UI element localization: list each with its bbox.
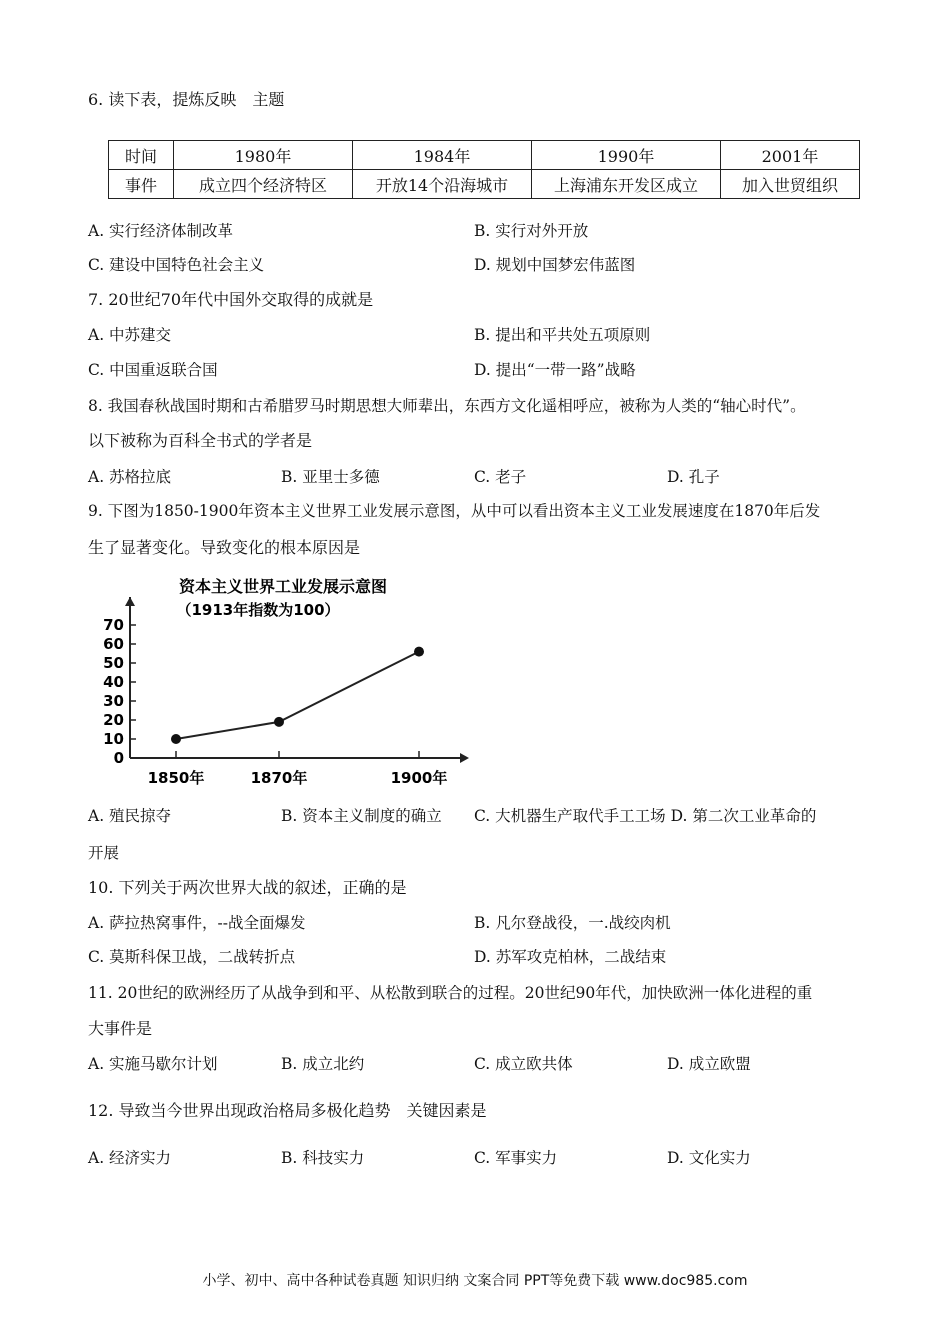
q8-option-b: B. 亚里士多德 bbox=[281, 468, 380, 486]
table-cell-event: 成立四个经济特区 bbox=[174, 170, 353, 199]
q7-option-a: A. 中苏建交 bbox=[88, 326, 172, 344]
q12-option-a: A. 经济实力 bbox=[88, 1149, 172, 1167]
q6-option-a: A. 实行经济体制改革 bbox=[88, 222, 234, 240]
q12-option-b: B. 科技实力 bbox=[281, 1149, 365, 1167]
q10-option-a: A. 萨拉热窝事件，--战全面爆发 bbox=[88, 914, 306, 932]
table-cell-event: 上海浦东开发区成立 bbox=[532, 170, 721, 199]
chart-title: 资本主义世界工业发展示意图 bbox=[178, 577, 388, 596]
data-point bbox=[414, 647, 424, 657]
table-cell-year: 2001年 bbox=[721, 141, 860, 170]
q8-stem-line1: 8. 我国春秋战国时期和古希腊罗马时期思想大师辈出，东西方文化遥相呼应，被称为人类的“轴心时代”。 bbox=[88, 397, 806, 415]
y-tick-label: 60 bbox=[103, 635, 124, 653]
q9-option-b: B. 资本主义制度的确立 bbox=[281, 807, 442, 825]
q11-option-d: D. 成立欧盟 bbox=[667, 1055, 751, 1073]
table-header-label: 时间 bbox=[109, 141, 174, 170]
q7-option-c: C. 中国重返联合国 bbox=[88, 361, 218, 379]
table-row-label: 事件 bbox=[109, 170, 174, 199]
q6-option-c: C. 建设中国特色社会主义 bbox=[88, 256, 265, 274]
q11-option-b: B. 成立北约 bbox=[281, 1055, 365, 1073]
x-tick-label: 1900年 bbox=[390, 769, 448, 787]
q10-option-b: B. 凡尔登战役，一.战绞肉机 bbox=[474, 914, 671, 932]
data-point bbox=[274, 717, 284, 727]
y-tick-label: 0 bbox=[113, 749, 124, 767]
q12-stem: 12. 导致当今世界出现政治格局多极化趋势 关键因素是 bbox=[88, 1101, 487, 1120]
q9-option-c: C. 大机器生产取代手工工场 D. 第二次工业革命的 bbox=[474, 807, 817, 825]
y-tick-label: 70 bbox=[103, 616, 124, 634]
q9-option-a: A. 殖民掠夺 bbox=[88, 807, 172, 825]
y-tick-label: 10 bbox=[103, 730, 124, 748]
y-tick-label: 50 bbox=[103, 654, 124, 672]
q12-option-d: D. 文化实力 bbox=[667, 1149, 751, 1167]
q8-stem-line2: 以下被称为百科全书式的学者是 bbox=[88, 431, 313, 450]
page-footer: 小学、初中、高中各种试卷真题 知识归纳 文案合同 PPT等免费下载 www.doc985.com bbox=[202, 1273, 748, 1289]
q6-option-b: B. 实行对外开放 bbox=[474, 222, 589, 240]
industry-chart bbox=[88, 572, 488, 792]
q8-option-c: C. 老子 bbox=[474, 468, 527, 486]
table-cell-year: 1984年 bbox=[353, 141, 532, 170]
q11-option-c: C. 成立欧共体 bbox=[474, 1055, 573, 1073]
chart-plot-area bbox=[103, 597, 469, 787]
table-row bbox=[109, 170, 860, 199]
y-tick-label: 30 bbox=[103, 692, 124, 710]
q6-stem: 6. 读下表，提炼反映 主题 bbox=[88, 90, 285, 109]
data-point bbox=[171, 734, 181, 744]
y-tick-label: 40 bbox=[103, 673, 124, 691]
q10-option-d: D. 苏军攻克柏林，二战结束 bbox=[474, 948, 667, 966]
table-cell-year: 1990年 bbox=[532, 141, 721, 170]
q7-option-b: B. 提出和平共处五项原则 bbox=[474, 326, 651, 344]
q7-option-d: D. 提出“一带一路”战略 bbox=[474, 361, 636, 379]
table-cell-year: 1980年 bbox=[174, 141, 353, 170]
q6-option-d: D. 规划中国梦宏伟蓝图 bbox=[474, 256, 636, 274]
q8-option-a: A. 苏格拉底 bbox=[88, 468, 172, 486]
q9-option-wrap: 开展 bbox=[88, 844, 120, 862]
q7-stem: 7. 20世纪70年代中国外交取得的成就是 bbox=[88, 290, 374, 309]
q11-option-a: A. 实施马歇尔计划 bbox=[88, 1055, 218, 1073]
x-tick-label: 1850年 bbox=[147, 769, 205, 787]
table-row bbox=[109, 141, 860, 170]
q11-stem-line1: 11. 20世纪的欧洲经历了从战争到和平、从松散到联合的过程。20世纪90年代，加快欧洲一体化进程的重 bbox=[88, 984, 813, 1002]
q10-stem: 10. 下列关于两次世界大战的叙述，正确的是 bbox=[88, 878, 407, 897]
table-cell-event: 加入世贸组织 bbox=[721, 170, 860, 199]
table-cell-event: 开放14个沿海城市 bbox=[353, 170, 532, 199]
q9-stem-line1: 9. 下图为1850-1900年资本主义世界工业发展示意图，从中可以看出资本主义工业发展速度在1870年后发 bbox=[88, 502, 821, 520]
q6-table bbox=[108, 140, 860, 199]
q8-option-d: D. 孔子 bbox=[667, 468, 720, 486]
q11-stem-line2: 大事件是 bbox=[88, 1019, 153, 1038]
y-axis-arrow bbox=[125, 597, 135, 606]
x-tick-label: 1870年 bbox=[250, 769, 308, 787]
series-line bbox=[176, 652, 419, 739]
chart-subtitle: （1913年指数为100） bbox=[176, 601, 340, 619]
x-axis-arrow bbox=[460, 753, 469, 763]
q10-option-c: C. 莫斯科保卫战，二战转折点 bbox=[88, 948, 296, 966]
y-tick-label: 20 bbox=[103, 711, 124, 729]
q12-option-c: C. 军事实力 bbox=[474, 1149, 558, 1167]
q9-stem-line2: 生了显著变化。导致变化的根本原因是 bbox=[88, 538, 361, 557]
